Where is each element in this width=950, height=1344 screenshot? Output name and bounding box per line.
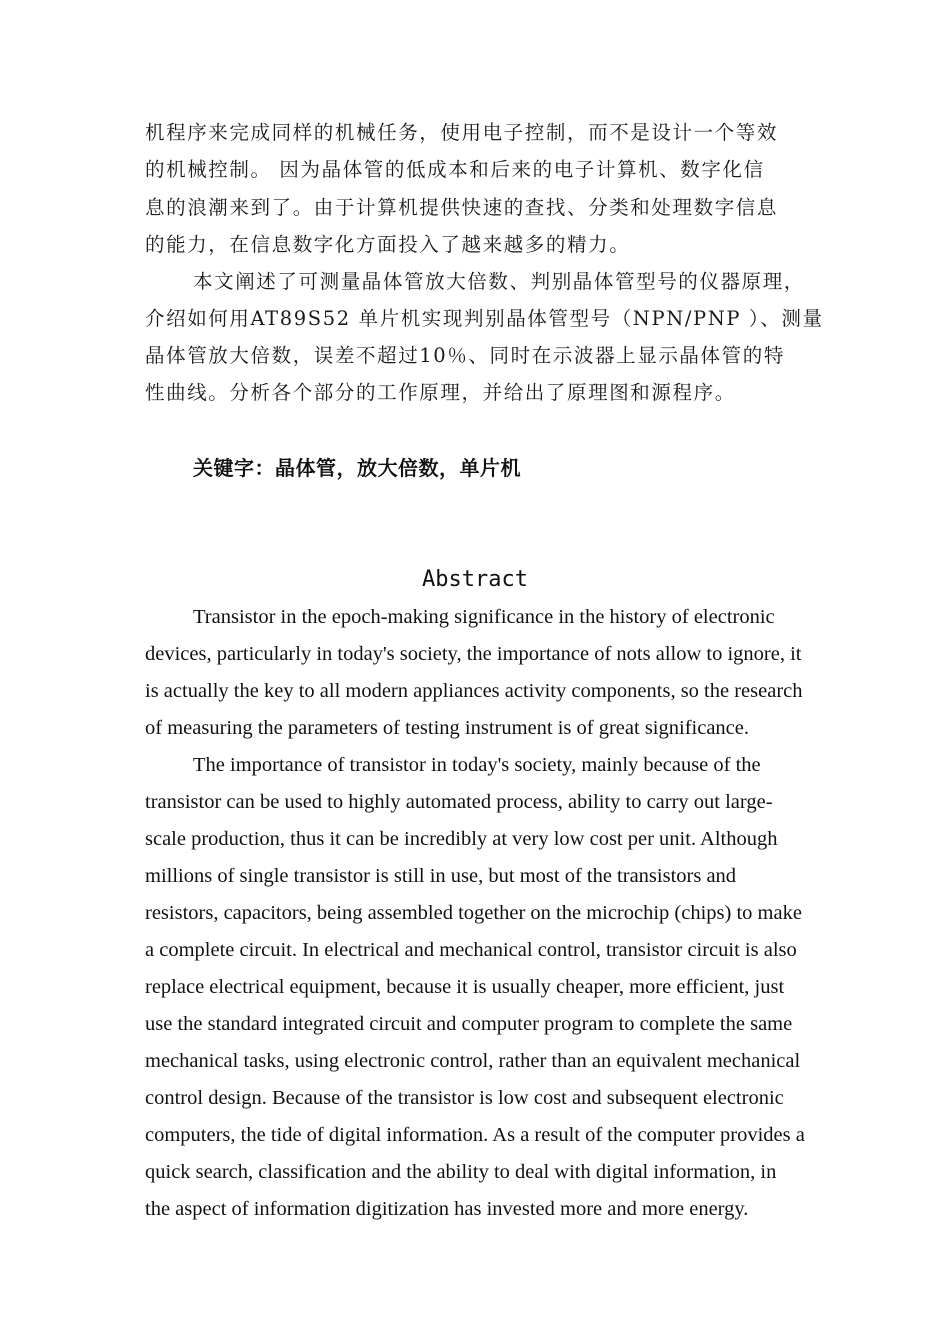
keywords: 关键字：晶体管，放大倍数，单片机	[193, 456, 521, 480]
abstract-line: control design. Because of the transistor is low cost and subsequent electronic	[145, 1087, 784, 1109]
abstract-line: a complete circuit. In electrical and mechanical control, transistor circuit is also	[145, 939, 797, 961]
abstract-line: is actually the key to all modern appliances activity components, so the research	[145, 680, 803, 702]
abstract-title: Abstract	[422, 567, 528, 592]
abstract-line: replace electrical equipment, because it is usually cheaper, more efficient, just	[145, 976, 785, 998]
abstract-line: the aspect of information digitization has invested more and more energy.	[145, 1198, 749, 1220]
chinese-paragraph-line: 本文阐述了可测量晶体管放大倍数、判别晶体管型号的仪器原理，	[193, 270, 805, 293]
abstract-line: transistor can be used to highly automated process, ability to carry out large-	[145, 791, 773, 813]
chinese-paragraph-line: 息的浪潮来到了。由于计算机提供快速的查找、分类和处理数字信息	[145, 196, 779, 219]
abstract-line: millions of single transistor is still in use, but most of the transistors and	[145, 865, 737, 887]
abstract-line: of measuring the parameters of testing instrument is of great significance.	[145, 717, 749, 739]
chinese-paragraph-line: 的能力，在信息数字化方面投入了越来越多的精力。	[145, 233, 631, 256]
chinese-paragraph-line: 机程序来完成同样的机械任务，使用电子控制，而不是设计一个等效	[145, 121, 779, 144]
abstract-line: devices, particularly in today's society, the importance of nots allow to ignore, it	[145, 643, 802, 665]
abstract-line: resistors, capacitors, being assembled together on the microchip (chips) to make	[145, 902, 802, 924]
abstract-line: mechanical tasks, using electronic control, rather than an equivalent mechanical	[145, 1050, 801, 1072]
chinese-paragraph-line: 的机械控制。 因为晶体管的低成本和后来的电子计算机、数字化信	[145, 158, 765, 181]
abstract-line: quick search, classification and the ability to deal with digital information, in	[145, 1161, 777, 1183]
chinese-paragraph-line: 性曲线。分析各个部分的工作原理，并给出了原理图和源程序。	[145, 381, 736, 404]
abstract-line: The importance of transistor in today's society, mainly because of the	[193, 754, 761, 776]
chinese-paragraph-line: 介绍如何用AT89S52 单片机实现判别晶体管型号（NPN/PNP ）、测量	[145, 307, 824, 330]
abstract-line: Transistor in the epoch-making significance in the history of electronic	[193, 606, 775, 628]
abstract-line: use the standard integrated circuit and computer program to complete the same	[145, 1013, 793, 1035]
abstract-line: scale production, thus it can be incredibly at very low cost per unit. Although	[145, 828, 778, 850]
chinese-paragraph-line: 晶体管放大倍数，误差不超过10％、同时在示波器上显示晶体管的特	[145, 344, 785, 367]
abstract-line: computers, the tide of digital information. As a result of the computer provides a	[145, 1124, 805, 1146]
